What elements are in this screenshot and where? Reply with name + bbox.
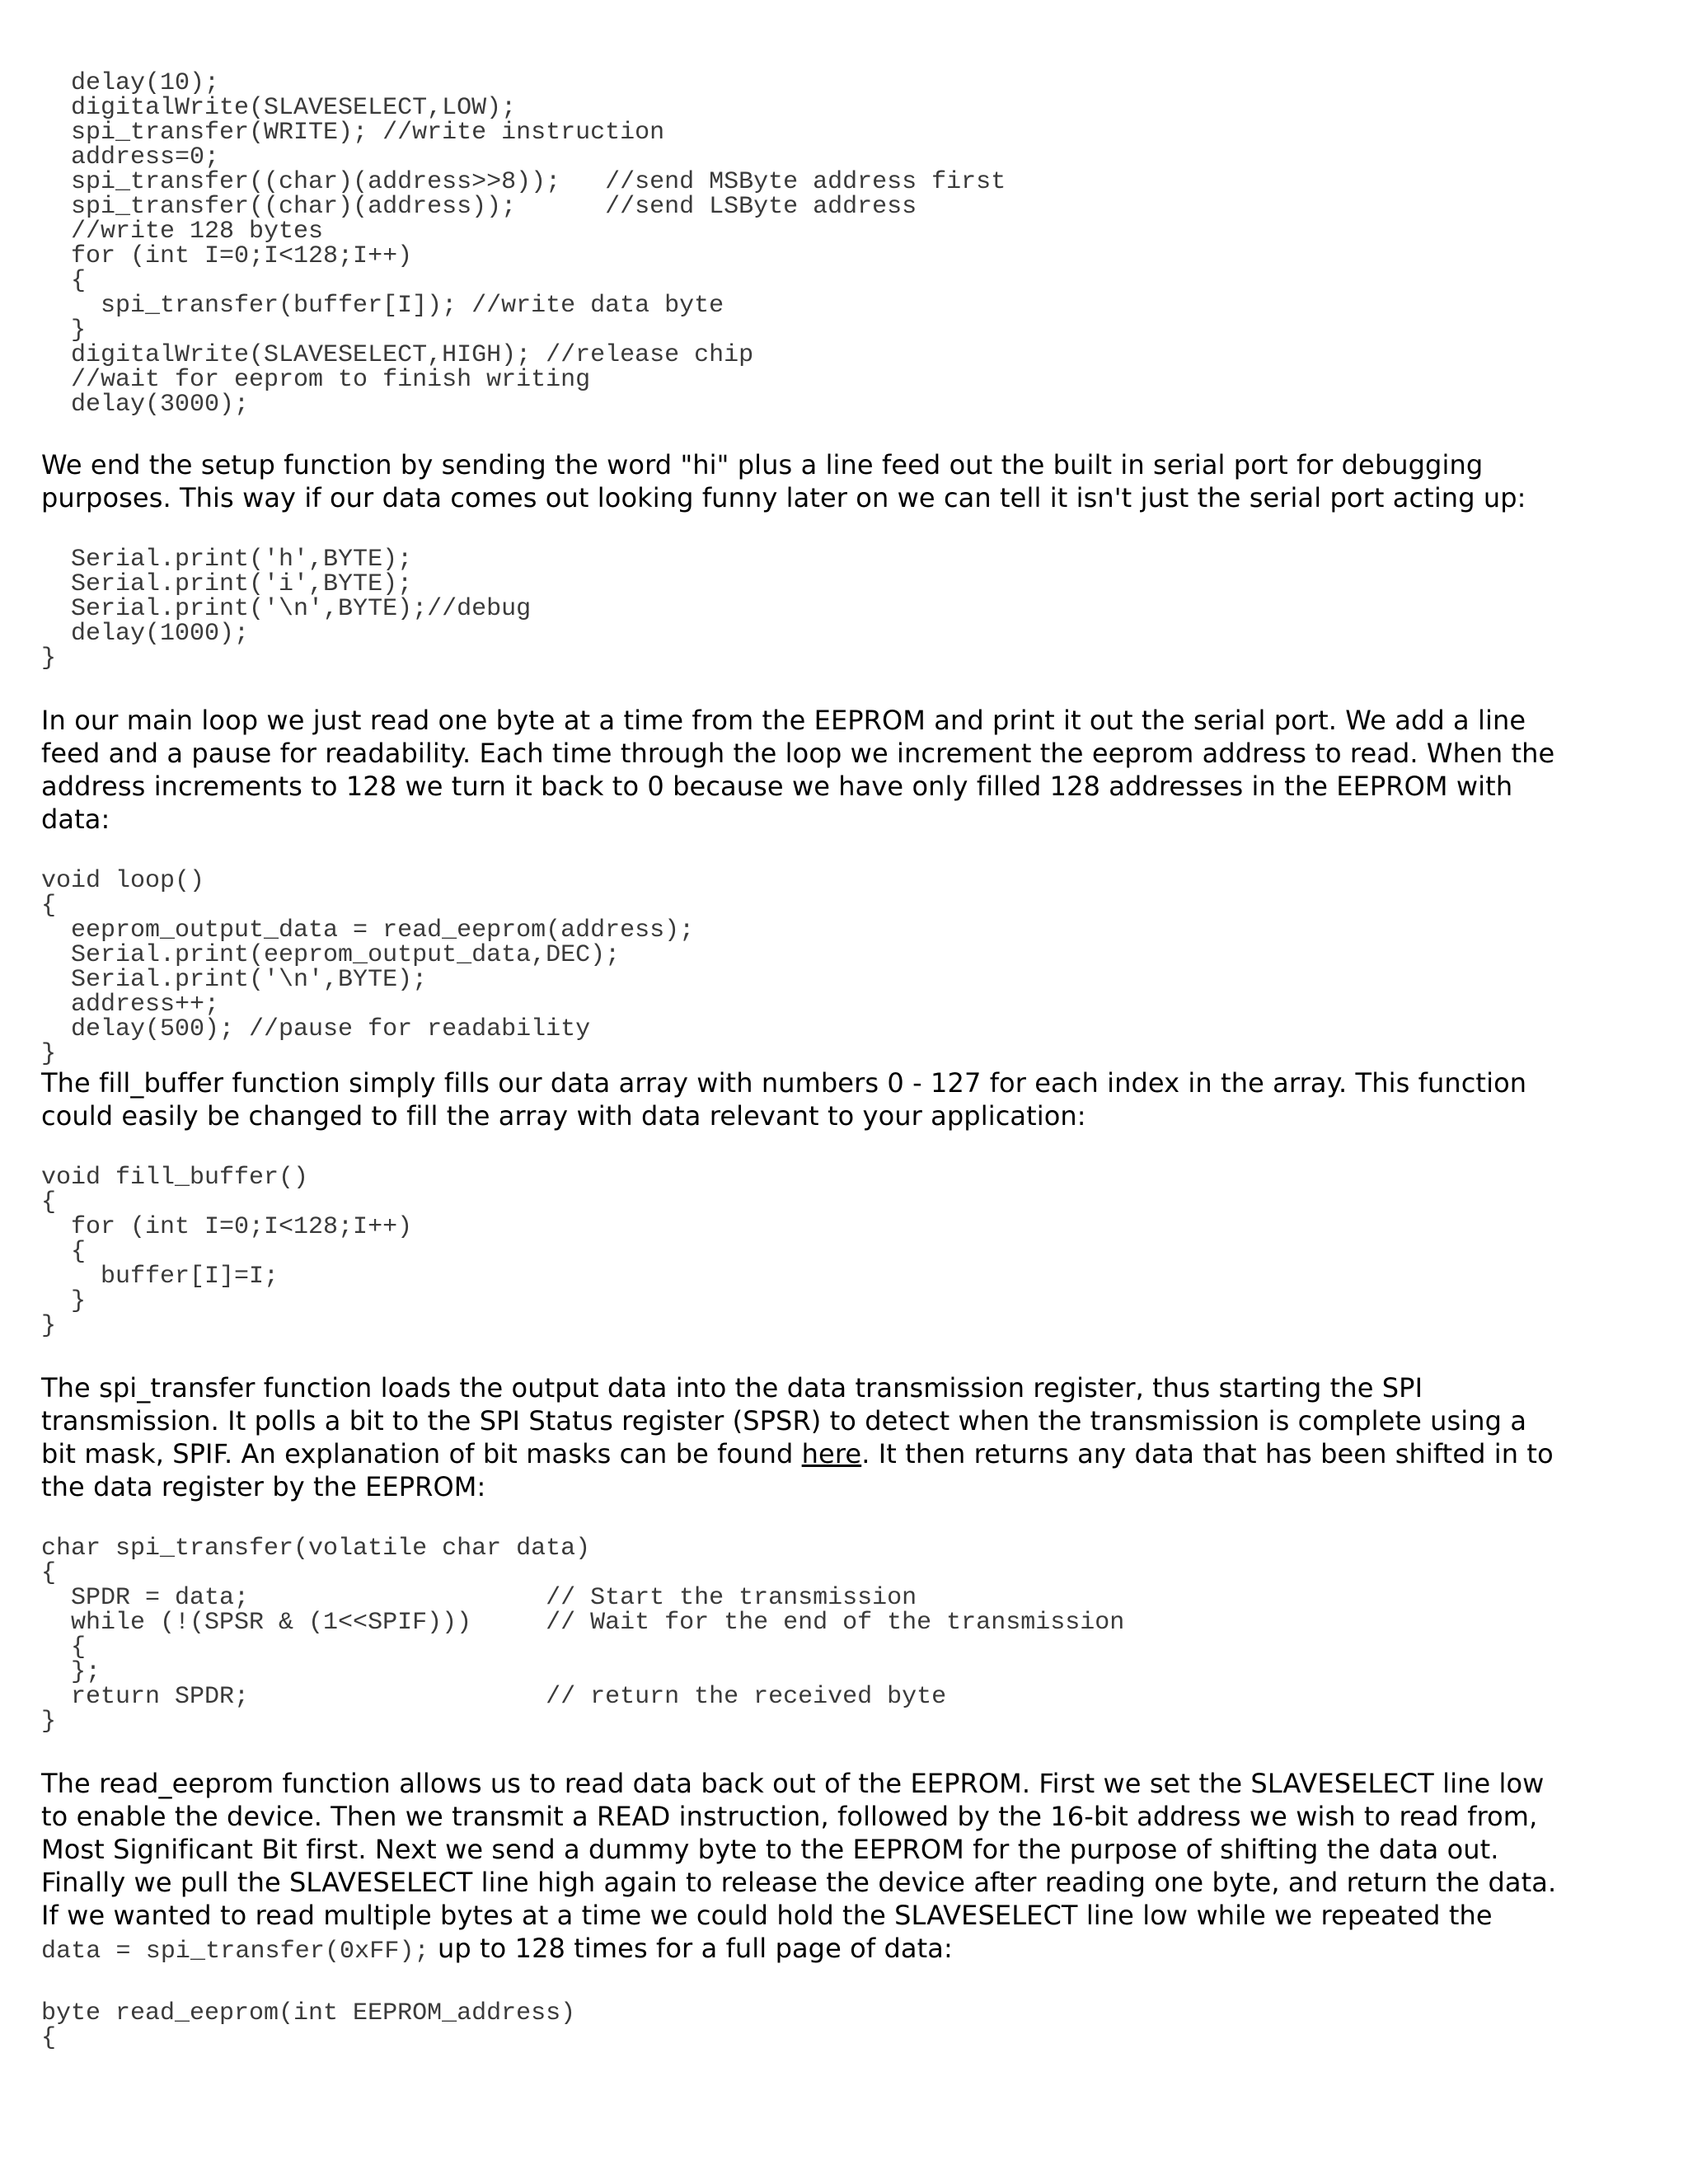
text-line: purposes. This way if our data comes out looking funny later on we can tell it isn't just the serial port acting up: bbox=[41, 482, 1526, 513]
code-block-fill-buffer: void fill_buffer() { for (int I=0;I<128;I++) { buffer[I]=I; } } bbox=[41, 1165, 413, 1338]
inline-code: data = spi_transfer(0xFF); bbox=[41, 1938, 429, 1966]
text-line: The read_eeprom function allows us to read data back out of the EEPROM. First we set the SLAVESELECT line low bbox=[41, 1768, 1545, 1799]
code-block-spi-transfer: char spi_transfer(volatile char data) { SPDR = data; // Start the transmission while (!(SPSR & (1<<SPIF))) // Wait for the end of the transmission { }; return SPDR; // return the received byte } bbox=[41, 1536, 1125, 1734]
text-line: The spi_transfer function loads the output data into the data transmission register, thus starting the SPI bbox=[41, 1372, 1423, 1404]
text-segment: bit mask, SPIF. An explanation of bit masks can be found bbox=[41, 1438, 802, 1469]
paragraph-read-eeprom bbox=[41, 1767, 1657, 1968]
paragraph-main-loop bbox=[41, 704, 1657, 836]
code-block-read-eeprom: byte read_eeprom(int EEPROM_address) { bbox=[41, 2001, 576, 2050]
code-block-loop: void loop() { eeprom_output_data = read_eeprom(address); Serial.print(eeprom_output_data,DEC); Serial.print('\n',BYTE); address++; delay(500); //pause for readability } bbox=[41, 869, 695, 1066]
code-block-write-page: delay(10); digitalWrite(SLAVESELECT,LOW); spi_transfer(WRITE); //write instruction address=0; spi_transfer((char)(address>>8)); //send MSByte address first spi_transfer((char)(address)); //send LSByte address //write 128 bytes for (int I=0;I<128;I++) { spi_transfer(buffer[I]); //write data byte } digitalWrite(SLAVESELECT,HIGH); //release chip //wait for eeprom to finish writing delay(3000); bbox=[71, 71, 1006, 417]
text-segment: up to 128 times for a full page of data: bbox=[429, 1933, 953, 1964]
text-line: transmission. It polls a bit to the SPI Status register (SPSR) to detect when the transmission is complete using a bbox=[41, 1405, 1527, 1436]
text-line: In our main loop we just read one byte at a time from the EEPROM and print it out the serial port. We add a line bbox=[41, 705, 1526, 736]
text-line bbox=[41, 1932, 1657, 1968]
text-segment: . It then returns any data that has been shifted in to bbox=[861, 1438, 1554, 1469]
text-line: the data register by the EEPROM: bbox=[41, 1471, 486, 1502]
paragraph-fill-buffer bbox=[41, 1066, 1657, 1132]
paragraph-setup-end bbox=[41, 448, 1657, 514]
code-block-serial-debug: Serial.print('h',BYTE); Serial.print('i',BYTE); Serial.print('\n',BYTE);//debug delay(1000); } bbox=[41, 547, 532, 671]
text-line bbox=[41, 1437, 1657, 1470]
text-line: could easily be changed to fill the array with data relevant to your application: bbox=[41, 1100, 1086, 1132]
text-line: address increments to 128 we turn it back to 0 because we have only filled 128 addresses in the EEPROM with bbox=[41, 771, 1513, 802]
text-line: Most Significant Bit first. Next we send a dummy byte to the EEPROM for the purpose of shifting the data out. bbox=[41, 1834, 1499, 1865]
text-line: Finally we pull the SLAVESELECT line high again to release the device after reading one byte, and return the data. bbox=[41, 1867, 1557, 1898]
paragraph-spi-transfer bbox=[41, 1371, 1657, 1503]
bit-masks-link[interactable]: here bbox=[801, 1438, 862, 1469]
text-line: feed and a pause for readability. Each time through the loop we increment the eeprom address to read. When the bbox=[41, 738, 1555, 769]
text-line: The fill_buffer function simply fills our data array with numbers 0 - 127 for each index in the array. This function bbox=[41, 1067, 1527, 1099]
text-line: data: bbox=[41, 804, 110, 835]
text-line: to enable the device. Then we transmit a READ instruction, followed by the 16-bit address we wish to read from, bbox=[41, 1801, 1538, 1832]
text-line: If we wanted to read multiple bytes at a time we could hold the SLAVESELECT line low while we repeated the bbox=[41, 1900, 1493, 1931]
text-line: We end the setup function by sending the word "hi" plus a line feed out the built in serial port for debugging bbox=[41, 449, 1484, 480]
document-page bbox=[41, 71, 1657, 2050]
